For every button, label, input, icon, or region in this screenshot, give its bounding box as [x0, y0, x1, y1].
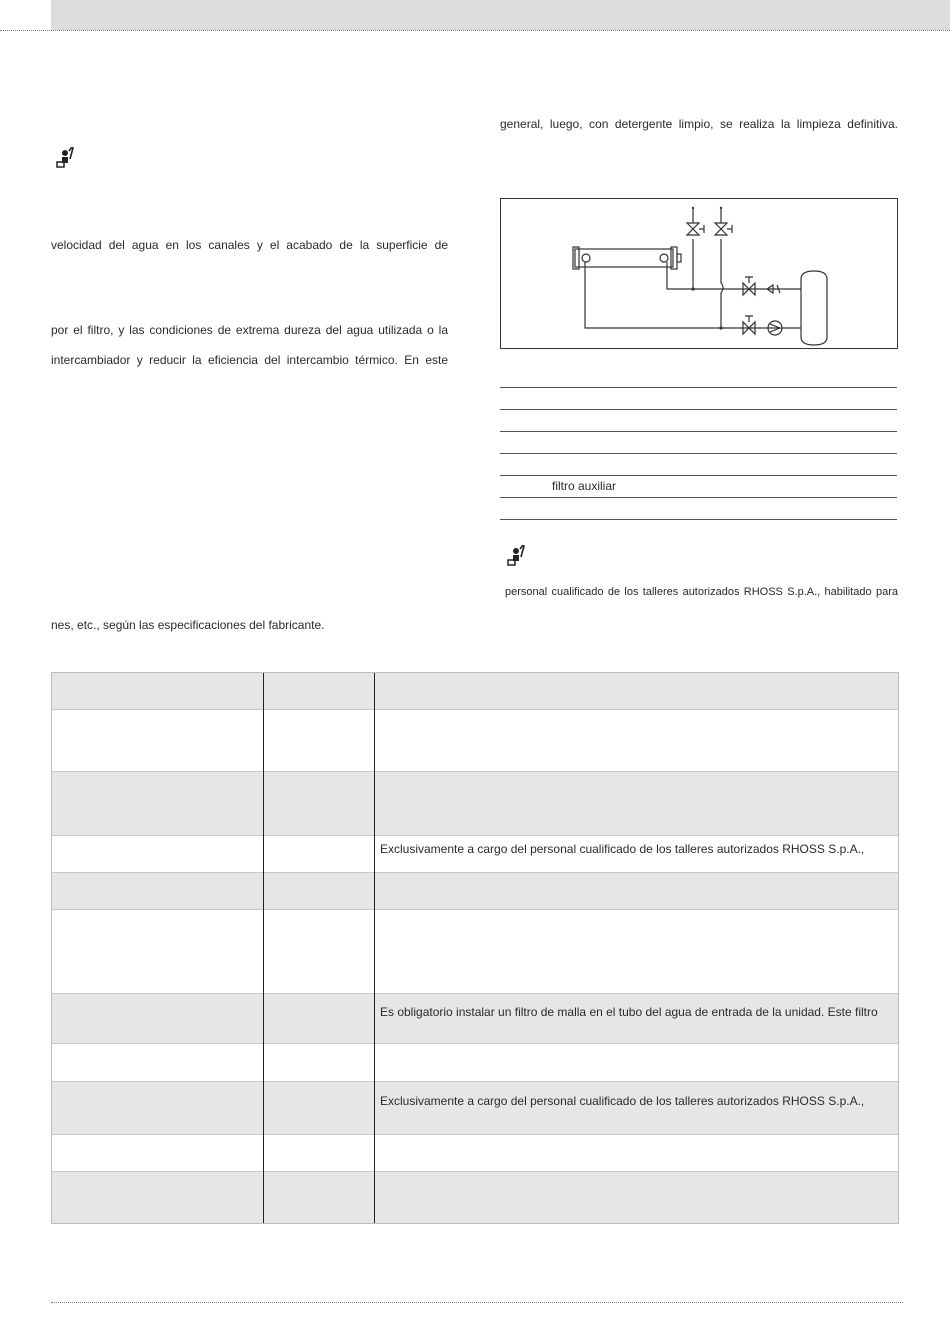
table-row — [52, 710, 898, 772]
legend-divider-3 — [500, 431, 897, 432]
left-paragraph-line-4: nes, etc., según las especificaciones del fabricante. — [51, 618, 325, 632]
table-row — [52, 873, 898, 910]
table-row — [52, 910, 898, 994]
maintenance-table — [51, 672, 899, 1224]
table-row — [52, 772, 898, 836]
water-tank — [801, 271, 827, 345]
page-header-bar — [51, 0, 950, 30]
hydraulic-schematic — [501, 199, 897, 348]
right-warning-line: personal cualificado de los talleres autorizados RHOSS S.p.A., habilitado para — [505, 586, 898, 598]
legend-item-auxiliary-filter: filtro auxiliar — [552, 479, 617, 493]
table-column-divider-2 — [374, 673, 375, 1223]
legend-divider-1 — [500, 387, 897, 388]
table-row — [52, 1082, 898, 1135]
legend-divider-4 — [500, 453, 897, 454]
left-paragraph-line-2: por el filtro, y las condiciones de extrema dureza del agua utilizada o la — [51, 323, 448, 337]
table-row — [52, 836, 898, 873]
table-row — [52, 1172, 898, 1223]
right-paragraph-line-1: general, luego, con detergente limpio, se realiza la limpieza definitiva. — [500, 117, 898, 131]
left-paragraph-line-1: velocidad del agua en los canales y el acabado de la superficie de — [51, 238, 448, 252]
footer-dotted-rule — [51, 1302, 903, 1303]
table-column-divider-1 — [263, 673, 264, 1223]
table-cell-description: Exclusivamente a cargo del personal cualificado de los talleres autorizados RHOSS S.p.A., — [380, 842, 865, 856]
technician-warning-icon — [54, 147, 76, 171]
table-row — [52, 994, 898, 1044]
legend-divider-6 — [500, 497, 897, 498]
table-cell-description: Exclusivamente a cargo del personal cualificado de los talleres autorizados RHOSS S.p.A., — [380, 1094, 865, 1108]
table-header-row — [52, 673, 898, 710]
header-dotted-rule — [0, 30, 950, 31]
table-row — [52, 1135, 898, 1172]
left-paragraph-line-3: intercambiador y reducir la eficiencia del intercambio térmico. En este — [51, 353, 448, 367]
hydraulic-diagram — [500, 198, 898, 349]
table-cell-description: Es obligatorio instalar un filtro de malla en el tubo del agua de entrada de la unidad. Este filtro — [380, 1005, 878, 1019]
table-row — [52, 1044, 898, 1082]
legend-divider-2 — [500, 409, 897, 410]
legend-divider-7 — [500, 519, 897, 520]
technician-warning-icon — [505, 545, 527, 569]
legend-divider-5 — [500, 475, 897, 476]
